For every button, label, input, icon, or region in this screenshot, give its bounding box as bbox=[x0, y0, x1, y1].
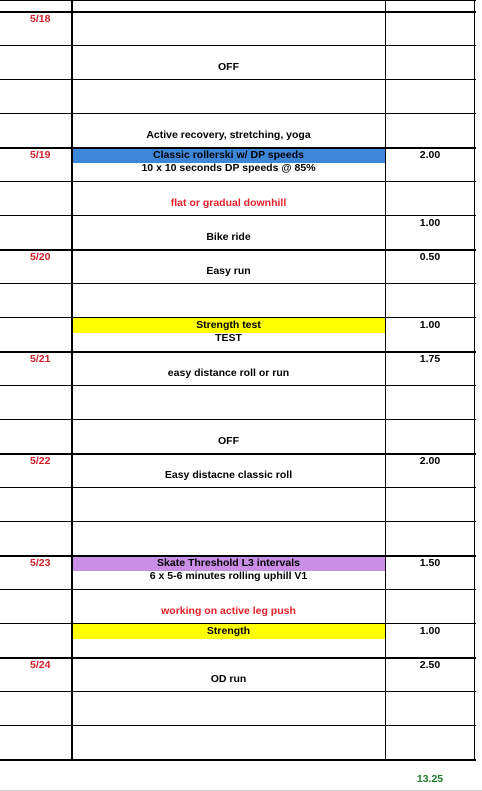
column-divider bbox=[71, 0, 73, 760]
day-date[interactable]: 5/24 bbox=[30, 659, 51, 671]
workout-description[interactable]: OFF bbox=[218, 435, 239, 447]
day-date[interactable]: 5/23 bbox=[30, 557, 51, 569]
column-divider bbox=[385, 0, 386, 760]
workout-description[interactable]: Strength bbox=[206, 625, 251, 637]
hours-value[interactable]: 2.00 bbox=[419, 455, 441, 467]
day-date[interactable]: 5/22 bbox=[30, 455, 51, 467]
workout-description[interactable]: Easy distacne classic roll bbox=[164, 469, 293, 481]
day-date[interactable]: 5/19 bbox=[30, 149, 51, 161]
workout-description[interactable]: Easy run bbox=[206, 265, 251, 277]
hours-value[interactable]: 1.50 bbox=[419, 557, 441, 569]
column-divider bbox=[474, 0, 475, 760]
day-date[interactable]: 5/18 bbox=[30, 13, 51, 25]
workout-detail[interactable]: 6 x 5-6 minutes rolling uphill V1 bbox=[149, 570, 308, 582]
hours-value[interactable]: 1.75 bbox=[419, 353, 441, 365]
workout-description[interactable]: easy distance roll or run bbox=[167, 367, 290, 379]
workout-detail[interactable]: 10 x 10 seconds DP speeds @ 85% bbox=[141, 162, 316, 174]
hours-value[interactable]: 0.50 bbox=[419, 251, 441, 263]
total-hours[interactable]: 13.25 bbox=[416, 773, 444, 785]
hours-value[interactable]: 1.00 bbox=[419, 625, 441, 637]
workout-description[interactable]: Bike ride bbox=[206, 231, 251, 243]
workout-description[interactable]: OFF bbox=[218, 61, 239, 73]
workout-description[interactable]: Strength test bbox=[196, 319, 261, 331]
workout-description[interactable]: Active recovery, stretching, yoga bbox=[146, 129, 311, 141]
hours-value[interactable]: 1.00 bbox=[419, 319, 441, 331]
workout-description[interactable]: Classic rollerski w/ DP speeds bbox=[153, 149, 304, 161]
note-text[interactable]: working on active leg push bbox=[161, 605, 296, 617]
workout-detail[interactable]: TEST bbox=[215, 332, 242, 344]
hours-value[interactable]: 1.00 bbox=[419, 217, 441, 229]
day-date[interactable]: 5/20 bbox=[30, 251, 51, 263]
hours-value[interactable]: 2.00 bbox=[419, 149, 441, 161]
hours-value[interactable]: 2.50 bbox=[419, 659, 441, 671]
workout-description[interactable]: Skate Threshold L3 intervals bbox=[157, 557, 300, 569]
workout-description[interactable]: OD run bbox=[210, 673, 247, 685]
note-text[interactable]: flat or gradual downhill bbox=[170, 197, 287, 209]
day-date[interactable]: 5/21 bbox=[30, 353, 51, 365]
